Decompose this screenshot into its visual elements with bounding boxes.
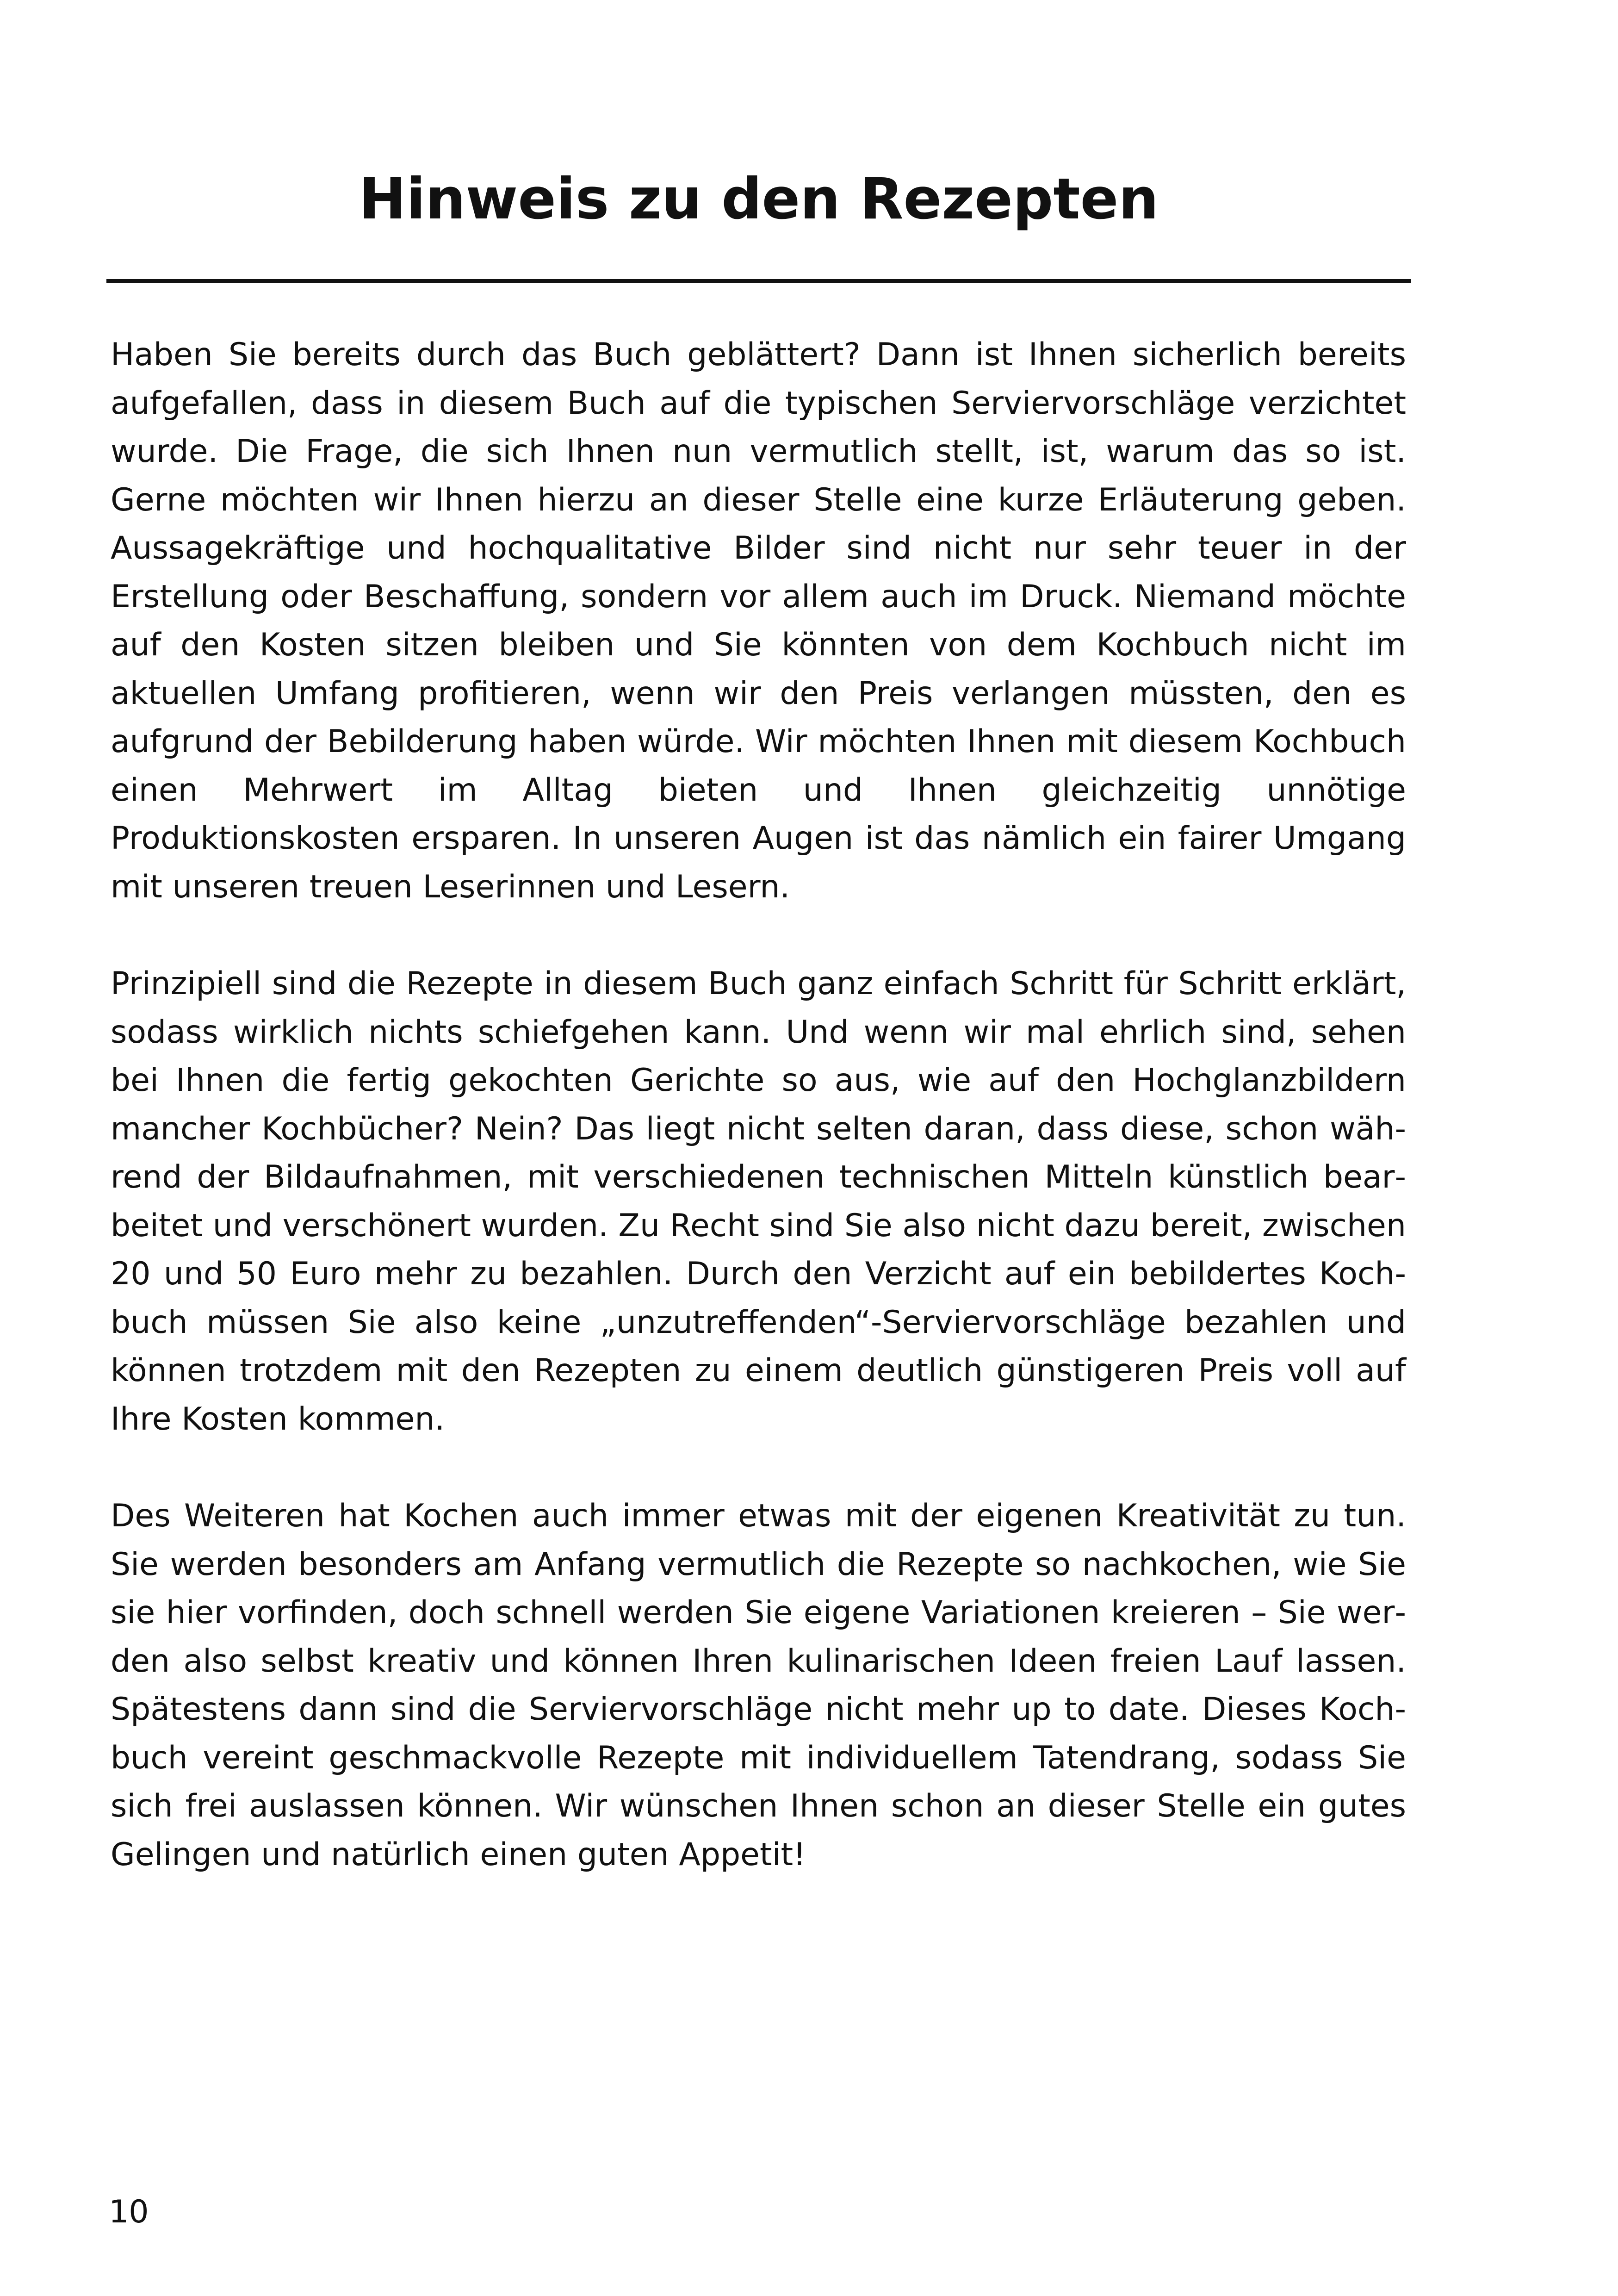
- page-title: Hinweis zu den Rezepten: [359, 166, 1159, 232]
- paragraph-2: Prinzipiell sind die Rezepte in diesem Buch ganz einfach Schritt für Schritt erklärt, sodass wirklich nichts schiefgehen kann. Und wenn wir mal ehrlich sind, sehen bei Ihnen die fertig gekochten Gerichte so aus, wie auf den Hochglanzbildern mancher Kochbücher? Nein? Das liegt nicht selten daran, dass diese, schon während der Bildaufnahmen, mit verschiedenen technischen Mitteln künstlich bearbeitet und verschönert wurden. Zu Recht sind Sie also nicht dazu bereit, zwischen 20 und 50 Euro mehr zu bezahlen. Durch den Verzicht auf ein bebildertes Kochbuch müssen Sie also keine „unzutreffenden“-Serviervorschläge bezahlen und können trotzdem mit den Rezepten zu einem deutlich günstigeren Preis voll auf Ihre Kosten kommen.: [111, 965, 1406, 1437]
- page-number: 10: [109, 2194, 149, 2230]
- paragraph-3: Des Weiteren hat Kochen auch immer etwas mit der eigenen Kreativität zu tun. Sie werden besonders am Anfang vermutlich die Rezepte so nachkochen, wie Sie sie hier vorfinden, doch schnell werden Sie eigene Variationen kreieren – Sie werden also selbst kreativ und können Ihren kulinarischen Ideen freien Lauf lassen. Spätestens dann sind die Serviervorschläge nicht mehr up to date. Dieses Kochbuch vereint geschmackvolle Rezepte mit individuellem Tatendrang, sodass Sie sich frei auslassen können. Wir wünschen Ihnen schon an dieser Stelle ein gutes Gelingen und natürlich einen guten Appetit!: [111, 1498, 1406, 1873]
- title-divider: [106, 279, 1411, 283]
- paragraph-1: Haben Sie bereits durch das Buch geblättert? Dann ist Ihnen sicherlich bereits aufgefallen, dass in diesem Buch auf die typischen Serviervorschläge verzichtet wurde. Die Frage, die sich Ihnen nun vermutlich stellt, ist, warum das so ist. Gerne möchten wir Ihnen hierzu an dieser Stelle eine kurze Erläuterung geben. Aussagekräftige und hochqualitative Bilder sind nicht nur sehr teuer in der Erstellung oder Beschaffung, sondern vor allem auch im Druck. Niemand möchte auf den Kosten sitzen bleiben und Sie könnten von dem Kochbuch nicht im aktuellen Umfang profitieren, wenn wir den Preis verlangen müssten, den es aufgrund der Bebilderung haben würde. Wir möchten Ihnen mit diesem Kochbuch einen Mehrwert im Alltag bieten und Ihnen gleichzeitig unnötige Produktionskosten ersparen. In unseren Augen ist das nämlich ein fairer Umgang mit unseren treuen Leserinnen und Lesern.: [111, 336, 1406, 905]
- body-text: [111, 331, 1406, 1928]
